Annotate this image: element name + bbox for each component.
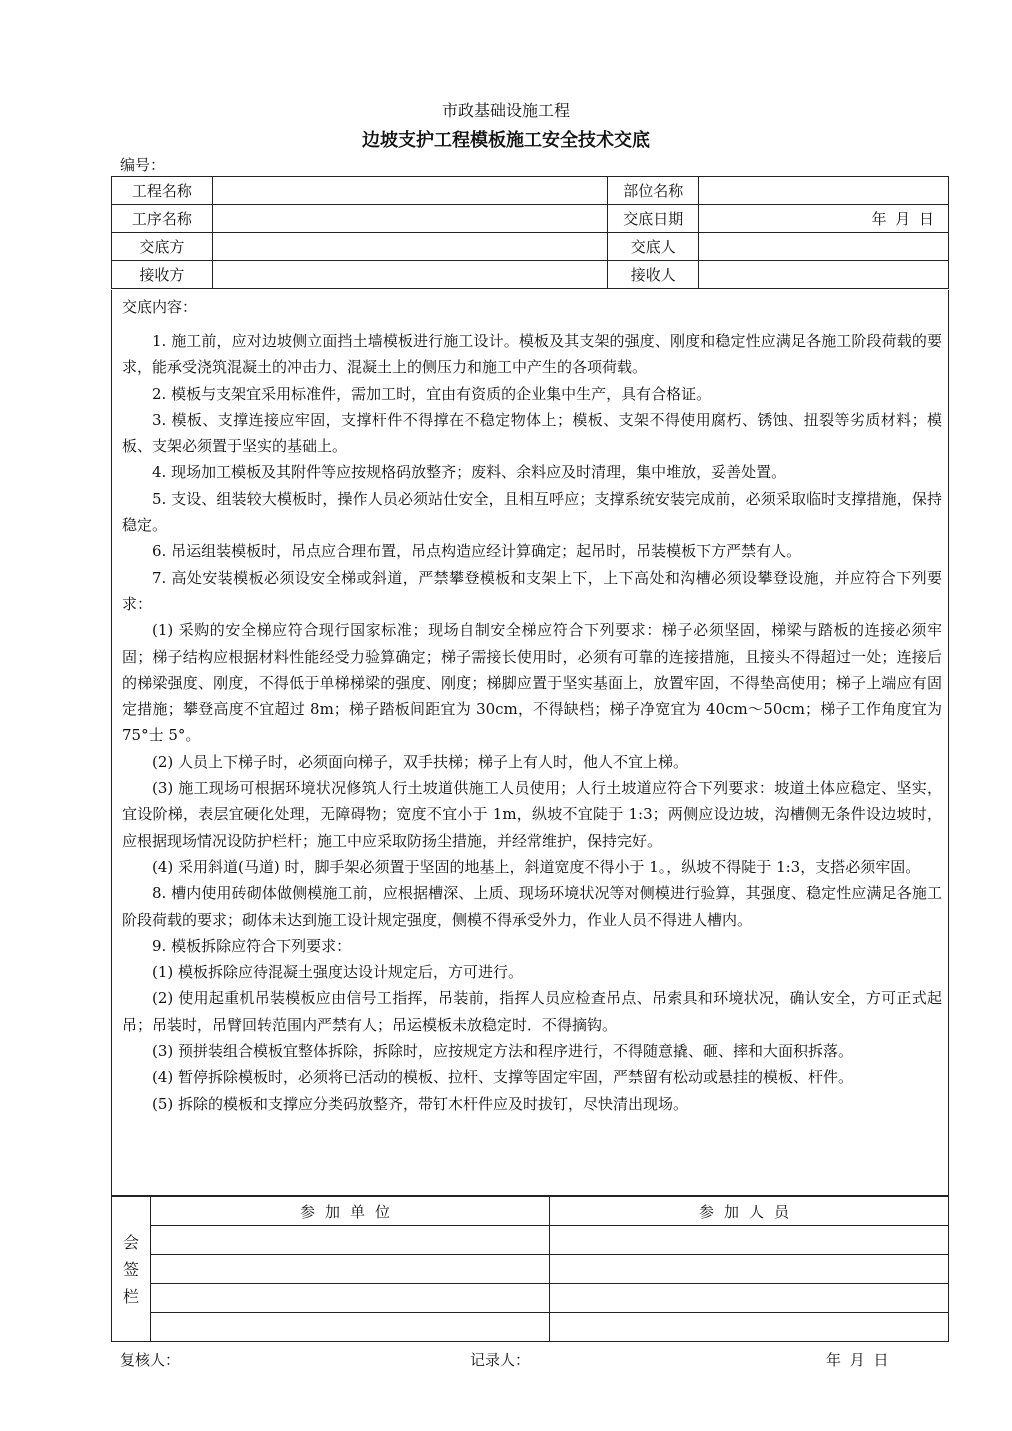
issuer-person-field[interactable]	[699, 233, 949, 261]
content-paragraph: 3. 模板、支撑连接应牢固，支撑杆件不得撑在不稳定物体上；模板、支架不得使用腐朽、锈蚀、扭裂等劣质材料；模板、支架必须置于坚实的基础上。	[122, 410, 942, 456]
content-paragraph: 2. 模板与支架宜采用标准件，需加工时，宜由有资质的企业集中生产，具有合格证。	[152, 384, 712, 403]
receiver-label: 接收方	[112, 261, 213, 289]
unit-cell[interactable]	[150, 1284, 549, 1313]
content-paragraph: 4. 现场加工模板及其附件等应按规格码放整齐；废料、余料应及时清理，集中堆放，妥善处置。	[152, 463, 787, 482]
content-body	[122, 328, 942, 1117]
content-paragraph: (2) 使用起重机吊装模板应由信号工指挥，吊装前，指挥人员应检查吊点、吊索具和环境状况，确认安全，方可正式起吊；吊装时，吊臂回转范围内严禁有人；吊运模板未放稳定时．不得摘钩。	[122, 989, 942, 1034]
content-section	[111, 290, 949, 1196]
table-row	[112, 177, 949, 205]
receiver-field[interactable]	[212, 261, 607, 289]
recorder-label: 记录人：	[470, 1351, 531, 1369]
table-row	[112, 1226, 949, 1255]
content-paragraph: (5) 拆除的模板和支撑应分类码放整齐，带钉木杆件应及时拔钉，尽快清出现场。	[152, 1094, 689, 1113]
issuer-field[interactable]	[212, 233, 607, 261]
date-label: 交底日期	[608, 205, 699, 233]
table-row	[112, 1313, 949, 1342]
content-paragraph: (2) 人员上下梯子时，必须面向梯子，双手扶梯；梯子上有人时，他人不宜上梯。	[152, 752, 689, 771]
table-row	[112, 1255, 949, 1284]
content-paragraph: 7. 高处安装模板必须设安全梯或斜道，严禁攀登模板和支架上下，上下高处和沟槽必须设攀登设施，并应符合下列要求：	[122, 568, 942, 613]
document-title: 边坡支护工程模板施工安全技术交底	[362, 130, 650, 151]
content-paragraph: (3) 预拼装组合模板宜整体拆除，拆除时，应按规定方法和程序进行，不得随意撬、砸、摔和大面积拆落。	[152, 1042, 854, 1061]
table-row	[112, 205, 949, 233]
content-paragraph: (3) 施工现场可根据环境状况修筑人行土坡道供施工人员使用；人行土坡道应符合下列要求：坡道土体应稳定、坚实，宜设阶梯，表层宜硬化处理，无障碍物；宽度不宜小于 1m，纵坡不宜陡于 1:3；两侧应设边坡，沟槽侧无条件设边坡时，应根据现场情况设防护栏杆；施工中应采取防扬尘措施，并经常维护，保持完好。	[122, 779, 942, 850]
receiver-person-label: 接收人	[608, 261, 699, 289]
project-name-label: 工程名称	[112, 177, 213, 205]
content-paragraph: (1) 采购的安全梯应符合现行国家标准；现场自制安全梯应符合下列要求：梯子必须坚固，梯梁与踏板的连接必须牢固；梯子结构应根据材料性能经受力验算确定；梯子需接长使用时，必须有可靠的连接措施，且接头不得超过一处；连接后的梯梁强度、刚度，不得低于单梯梯梁的强度、刚度；梯脚应置于坚实基面上，放置牢固，不得垫高使用；梯子上端应有固定措施；攀登高度不宜超过 8m；梯子踏板间距宜为 30cm，不得缺档；梯子净宽宜为 40cm～50cm；梯子工作角度宜为 75°士 5°。	[122, 621, 942, 745]
table-row	[112, 1284, 949, 1313]
unit-cell[interactable]	[150, 1255, 549, 1284]
col-person-header: 参加人员	[549, 1197, 948, 1226]
unit-cell[interactable]	[150, 1226, 549, 1255]
project-name-field[interactable]	[212, 177, 607, 205]
sign-side-cell	[112, 1197, 151, 1342]
table-row	[112, 233, 949, 261]
sign-side-label: 会签栏	[122, 1232, 139, 1306]
table-row	[112, 1197, 949, 1226]
part-name-field[interactable]	[699, 177, 949, 205]
issuer-person-label: 交底人	[608, 233, 699, 261]
reviewer-label: 复核人：	[120, 1351, 181, 1369]
part-name-label: 部位名称	[608, 177, 699, 205]
footer-date: 年 月 日	[826, 1351, 891, 1369]
person-cell[interactable]	[549, 1284, 948, 1313]
date-field[interactable]: 年 月 日	[699, 205, 949, 233]
process-name-label: 工序名称	[112, 205, 213, 233]
content-paragraph: 1. 施工前，应对边坡侧立面挡土墙模板进行施工设计。模板及其支架的强度、刚度和稳定性应满足各施工阶段荷载的要求，能承受浇筑混凝土的冲击力、混凝土上的侧压力和施工中产生的各项荷载。	[122, 332, 942, 377]
issuer-label: 交底方	[112, 233, 213, 261]
process-name-field[interactable]	[212, 205, 607, 233]
content-paragraph: (4) 采用斜道(马道) 时，脚手架必须置于坚固的地基上，斜道宽度不得小于 1。，纵坡不得陡于 1:3，支搭必须牢固。	[152, 857, 921, 876]
info-table	[111, 176, 949, 289]
person-cell[interactable]	[549, 1255, 948, 1284]
document-subtitle: 市政基础设施工程	[441, 101, 570, 120]
content-label: 交底内容：	[122, 298, 198, 316]
content-paragraph: 5. 支设、组装较大模板时，操作人员必须站仕安全，且相互呼应；支撑系统安装完成前，必须采取临时支撑措施，保持稳定。	[122, 489, 942, 535]
sign-table	[111, 1196, 949, 1342]
person-cell[interactable]	[549, 1313, 948, 1342]
unit-cell[interactable]	[150, 1313, 549, 1342]
content-paragraph: (4) 暂停拆除模板时，必须将已活动的模板、拉杆、支撑等固定牢固，严禁留有松动或悬挂的模板、杆件。	[152, 1068, 854, 1087]
content-paragraph: (1) 模板拆除应待混凝土强度达设计规定后，方可进行。	[152, 963, 524, 982]
person-cell[interactable]	[549, 1226, 948, 1255]
number-label: 编号：	[120, 156, 166, 174]
receiver-person-field[interactable]	[699, 261, 949, 289]
content-paragraph: 9. 模板拆除应符合下列要求：	[152, 936, 352, 955]
table-row	[112, 261, 949, 289]
content-paragraph: 6. 吊运组装模板时，吊点应合理布置，吊点构造应经计算确定；起吊时，吊装模板下方严禁有人。	[152, 542, 802, 561]
col-unit-header: 参加单位	[150, 1197, 549, 1226]
content-paragraph: 8. 槽内使用砖砌体做侧模施工前，应根据槽深、上质、现场环境状况等对侧模进行验算，其强度、稳定性应满足各施工阶段荷载的要求；砌体未达到施工设计规定强度，侧模不得承受外力，作业人员不得进人槽内。	[122, 884, 942, 929]
